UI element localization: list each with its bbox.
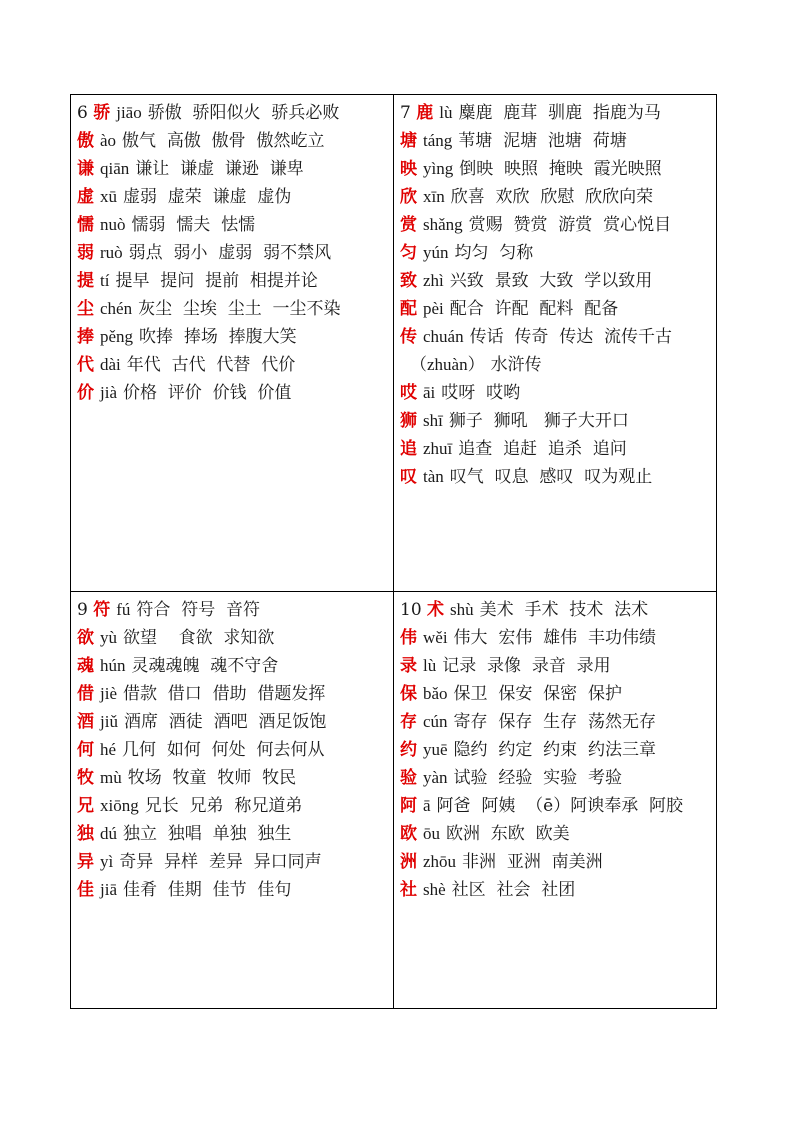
head-character: 尘 bbox=[77, 299, 94, 319]
head-character: 约 bbox=[400, 740, 417, 760]
vocab-entry bbox=[400, 848, 710, 876]
example-words: 保卫 保安 保密 保护 bbox=[453, 684, 622, 704]
example-words: 欲望 食欲 求知欲 bbox=[123, 628, 275, 648]
head-character: 验 bbox=[400, 768, 417, 788]
head-character: 映 bbox=[400, 159, 417, 179]
head-character: 魂 bbox=[77, 656, 94, 676]
vocab-entry bbox=[77, 351, 387, 379]
vocab-entry bbox=[77, 680, 387, 708]
pinyin: nuò bbox=[100, 215, 126, 234]
example-words: 记录 录像 录音 录用 bbox=[442, 656, 611, 676]
pinyin: pěng bbox=[100, 327, 134, 346]
pinyin: pèi bbox=[423, 299, 444, 318]
vocab-entry bbox=[400, 736, 710, 764]
table-row bbox=[71, 95, 717, 592]
pinyin: mù bbox=[100, 768, 122, 787]
pinyin: zhuī bbox=[423, 439, 453, 458]
head-character: 存 bbox=[400, 712, 417, 732]
example-words: 配合 许配 配料 配备 bbox=[449, 299, 619, 319]
head-character: 术 bbox=[427, 600, 445, 620]
vocab-entry bbox=[77, 596, 387, 624]
example-words: 麋鹿 鹿茸 驯鹿 指鹿为马 bbox=[458, 103, 661, 123]
pinyin: shǎng bbox=[423, 215, 463, 234]
example-words: 懦弱 懦夫 怯懦 bbox=[131, 215, 256, 235]
lesson-cell bbox=[394, 592, 717, 1009]
head-character: 傲 bbox=[77, 131, 94, 151]
vocab-entry bbox=[400, 596, 710, 624]
vocab-entry bbox=[400, 379, 710, 407]
pinyin: yù bbox=[100, 628, 117, 647]
example-words: 均匀 匀称 bbox=[454, 243, 534, 263]
vocab-entry bbox=[77, 708, 387, 736]
pinyin: yìng bbox=[423, 159, 454, 178]
head-character: 价 bbox=[77, 383, 94, 403]
example-words: 骄傲 骄阳似火 骄兵必败 bbox=[147, 103, 340, 123]
vocab-entry bbox=[400, 435, 710, 463]
vocab-entry bbox=[77, 848, 387, 876]
head-character: 捧 bbox=[77, 327, 94, 347]
vocab-entry bbox=[77, 624, 387, 652]
example-words: 非洲 亚洲 南美洲 bbox=[462, 852, 603, 872]
pinyin: cún bbox=[423, 712, 448, 731]
head-character: 酒 bbox=[77, 712, 94, 732]
example-words: 谦让 谦虚 谦逊 谦卑 bbox=[135, 159, 304, 179]
pinyin: ā bbox=[423, 796, 431, 815]
example-words: 欣喜 欢欣 欣慰 欣欣向荣 bbox=[450, 187, 654, 207]
example-words: 赏赐 赞赏 游赏 赏心悦目 bbox=[468, 215, 672, 235]
pinyin: zhōu bbox=[423, 852, 457, 871]
vocab-entry bbox=[400, 211, 710, 239]
vocab-entry bbox=[400, 155, 710, 183]
example-words: 几何 如何 何处 何去何从 bbox=[122, 740, 325, 760]
vocab-entry bbox=[400, 820, 710, 848]
pinyin: yì bbox=[100, 852, 114, 871]
pinyin: shè bbox=[423, 880, 446, 899]
vocab-entry bbox=[77, 239, 387, 267]
vocab-entry bbox=[400, 764, 710, 792]
head-character: 阿 bbox=[400, 796, 417, 816]
vocab-entry bbox=[77, 323, 387, 351]
example-words: 傲气 高傲 傲骨 傲然屹立 bbox=[122, 131, 325, 151]
head-character: 佳 bbox=[77, 880, 94, 900]
head-character: 何 bbox=[77, 740, 94, 760]
example-words: 苇塘 泥塘 池塘 荷塘 bbox=[458, 131, 627, 151]
vocab-entry bbox=[77, 127, 387, 155]
head-character: 致 bbox=[400, 271, 417, 291]
lesson-number: 7 bbox=[400, 103, 411, 123]
example-words: 符合 符号 音符 bbox=[136, 600, 261, 620]
head-character: 塘 bbox=[400, 131, 417, 151]
head-character: 配 bbox=[400, 299, 417, 319]
head-character: 兄 bbox=[77, 796, 94, 816]
pinyin: jiǔ bbox=[100, 712, 118, 731]
example-words: 阿爸 阿姨 （ē）阿谀奉承 阿胶 bbox=[436, 796, 684, 816]
lesson-number: 10 bbox=[400, 600, 422, 620]
head-character: 伟 bbox=[400, 628, 417, 648]
vocab-entry bbox=[400, 407, 710, 435]
vocab-entry bbox=[400, 876, 710, 904]
pinyin: jiāo bbox=[116, 103, 142, 122]
head-character: 哎 bbox=[400, 383, 417, 403]
example-words: 独立 独唱 单独 独生 bbox=[123, 824, 292, 844]
vocab-entry bbox=[400, 680, 710, 708]
pinyin: táng bbox=[423, 131, 453, 150]
head-character: 欣 bbox=[400, 187, 417, 207]
example-words: 吹捧 捧场 捧腹大笑 bbox=[139, 327, 297, 347]
pinyin: fú bbox=[116, 600, 131, 619]
pinyin: dú bbox=[100, 824, 117, 843]
pinyin: bǎo bbox=[423, 684, 448, 703]
pinyin: zhì bbox=[423, 271, 444, 290]
vocab-entry bbox=[77, 876, 387, 904]
pinyin: xiōng bbox=[100, 796, 139, 815]
pinyin: yún bbox=[423, 243, 449, 262]
pinyin: tàn bbox=[423, 467, 444, 486]
pinyin: yuē bbox=[423, 740, 448, 759]
vocab-entry bbox=[400, 708, 710, 736]
vocab-entry bbox=[77, 267, 387, 295]
example-words: 灰尘 尘埃 尘土 一尘不染 bbox=[138, 299, 341, 319]
vocab-entry bbox=[400, 127, 710, 155]
head-character: 叹 bbox=[400, 467, 417, 487]
example-words: 牧场 牧童 牧师 牧民 bbox=[127, 768, 297, 788]
pinyin: ào bbox=[100, 131, 117, 150]
vocab-entry bbox=[77, 820, 387, 848]
pinyin: chuán bbox=[423, 327, 464, 346]
pinyin: shù bbox=[450, 600, 474, 619]
example-words: 兴致 景致 大致 学以致用 bbox=[449, 271, 653, 291]
head-character: 欧 bbox=[400, 824, 417, 844]
head-character: 狮 bbox=[400, 411, 417, 431]
head-character: 谦 bbox=[77, 159, 94, 179]
head-character: 社 bbox=[400, 880, 417, 900]
example-words: 试验 经验 实验 考验 bbox=[453, 768, 622, 788]
head-character: 异 bbox=[77, 852, 94, 872]
lesson-cell bbox=[71, 95, 394, 592]
example-words: 倒映 映照 掩映 霞光映照 bbox=[459, 159, 662, 179]
example-words: 美术 手术 技术 法术 bbox=[479, 600, 649, 620]
pinyin: ruò bbox=[100, 243, 123, 262]
head-character: 洲 bbox=[400, 852, 417, 872]
example-words: 隐约 约定 约束 约法三章 bbox=[453, 740, 656, 760]
pinyin: dài bbox=[100, 355, 121, 374]
head-character: 独 bbox=[77, 824, 94, 844]
example-words: 追查 追赶 追杀 追问 bbox=[458, 439, 627, 459]
pinyin: jiā bbox=[100, 880, 117, 899]
pinyin: lù bbox=[423, 656, 437, 675]
example-words: 酒席 酒徒 酒吧 酒足饭饱 bbox=[123, 712, 327, 732]
vocab-entry bbox=[77, 155, 387, 183]
pinyin: （zhuàn） bbox=[410, 355, 485, 374]
pinyin: tí bbox=[100, 271, 110, 290]
head-character: 传 bbox=[400, 327, 417, 347]
vocab-entry bbox=[77, 99, 387, 127]
vocab-entry bbox=[400, 463, 710, 491]
head-character: 借 bbox=[77, 684, 94, 704]
vocab-entry bbox=[77, 736, 387, 764]
example-words: 借款 借口 借助 借题发挥 bbox=[123, 684, 326, 704]
example-words: 虚弱 虚荣 谦虚 虚伪 bbox=[123, 187, 292, 207]
head-character: 鹿 bbox=[416, 103, 434, 123]
head-character: 提 bbox=[77, 271, 94, 291]
pinyin: ōu bbox=[423, 824, 440, 843]
example-words: 狮子 狮吼 狮子大开口 bbox=[448, 411, 629, 431]
pinyin: āi bbox=[423, 383, 436, 402]
pinyin: jià bbox=[100, 383, 117, 402]
example-words: 社区 社会 社团 bbox=[451, 880, 576, 900]
table-row bbox=[71, 592, 717, 1009]
example-words: 奇异 异样 差异 异口同声 bbox=[119, 852, 322, 872]
lesson-cell bbox=[394, 95, 717, 592]
example-words: 兄长 兄弟 称兄道弟 bbox=[144, 796, 303, 816]
vocab-entry bbox=[400, 624, 710, 652]
head-character: 符 bbox=[93, 600, 111, 620]
head-character: 代 bbox=[77, 355, 94, 375]
vocab-entry bbox=[400, 183, 710, 211]
vocab-entry bbox=[400, 239, 710, 267]
vocab-entry bbox=[77, 295, 387, 323]
example-words: 哎呀 哎哟 bbox=[441, 383, 521, 403]
head-character: 保 bbox=[400, 684, 417, 704]
lesson-number: 9 bbox=[77, 600, 88, 620]
vocab-entry bbox=[400, 323, 710, 351]
pinyin: qiān bbox=[100, 159, 130, 178]
vocab-entry bbox=[400, 652, 710, 680]
vocab-entry bbox=[77, 379, 387, 407]
lesson-cell bbox=[71, 592, 394, 1009]
vocab-entry bbox=[400, 267, 710, 295]
vocab-entry bbox=[77, 764, 387, 792]
pinyin: xīn bbox=[423, 187, 445, 206]
vocab-entry bbox=[77, 792, 387, 820]
head-character: 弱 bbox=[77, 243, 94, 263]
example-words: 传话 传奇 传达 流传千古 bbox=[469, 327, 673, 347]
vocab-entry bbox=[400, 792, 710, 820]
head-character: 赏 bbox=[400, 215, 417, 235]
vocab-entry bbox=[77, 211, 387, 239]
pinyin: lù bbox=[439, 103, 453, 122]
example-words: 年代 古代 代替 代价 bbox=[126, 355, 296, 375]
example-words: 水浒传 bbox=[490, 355, 542, 375]
vocab-entry bbox=[77, 183, 387, 211]
pinyin: hé bbox=[100, 740, 117, 759]
pinyin: shī bbox=[423, 411, 443, 430]
lesson-number: 6 bbox=[77, 103, 88, 123]
example-words: 弱点 弱小 虚弱 弱不禁风 bbox=[128, 243, 332, 263]
vocab-entry bbox=[400, 99, 710, 127]
pinyin: jiè bbox=[100, 684, 117, 703]
head-character: 录 bbox=[400, 656, 417, 676]
example-words: 价格 评价 价钱 价值 bbox=[123, 383, 292, 403]
head-character: 懦 bbox=[77, 215, 94, 235]
vocab-entry bbox=[400, 295, 710, 323]
example-words: 提早 提问 提前 相提并论 bbox=[115, 271, 318, 291]
head-character: 追 bbox=[400, 439, 417, 459]
head-character: 骄 bbox=[93, 103, 111, 123]
pinyin: chén bbox=[100, 299, 133, 318]
head-character: 欲 bbox=[77, 628, 94, 648]
example-words: 灵魂魂魄 魂不守舍 bbox=[131, 656, 279, 676]
example-words: 伟大 宏伟 雄伟 丰功伟绩 bbox=[453, 628, 656, 648]
pinyin: wěi bbox=[423, 628, 448, 647]
example-words: 欧洲 东欧 欧美 bbox=[446, 824, 570, 844]
pinyin: yàn bbox=[423, 768, 448, 787]
example-words: 叹气 叹息 感叹 叹为观止 bbox=[449, 467, 653, 487]
vocab-entry bbox=[77, 652, 387, 680]
example-words: 寄存 保存 生存 荡然无存 bbox=[453, 712, 656, 732]
example-words: 佳肴 佳期 佳节 佳句 bbox=[123, 880, 292, 900]
head-character: 匀 bbox=[400, 243, 417, 263]
vocabulary-table bbox=[70, 94, 717, 1009]
head-character: 虚 bbox=[77, 187, 94, 207]
vocab-entry bbox=[400, 351, 710, 379]
pinyin: hún bbox=[100, 656, 126, 675]
head-character: 牧 bbox=[77, 768, 94, 788]
pinyin: xū bbox=[100, 187, 117, 206]
